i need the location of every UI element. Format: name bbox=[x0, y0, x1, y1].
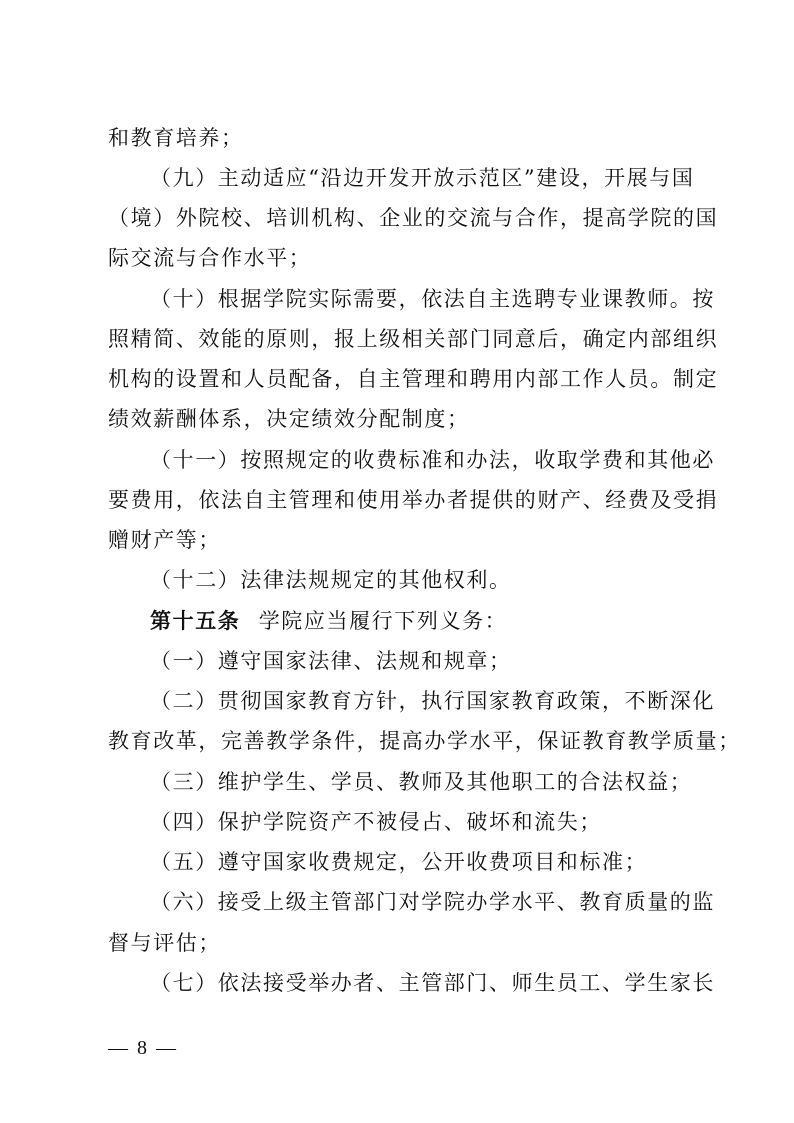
article-heading: 第十五条 bbox=[150, 608, 241, 633]
text-line-15: （二）贯彻国家教育方针，执行国家教育政策，不断深化 bbox=[150, 689, 715, 713]
text-line-17: （三）维护学生、学员、教师及其他职工的合法权益； bbox=[150, 770, 693, 794]
text-line-1: 和教育培养； bbox=[108, 126, 244, 150]
text-line-18: （四）保护学院资产不被侵占、破坏和流失； bbox=[150, 810, 602, 834]
text-line-6: 照精简、效能的原则，报上级相关部门同意后，确定内部组织 bbox=[108, 327, 719, 351]
text-line-12: （十二）法律法规规定的其他权利。 bbox=[150, 568, 512, 592]
text-line-22: （七）依法接受举办者、主管部门、师生员工、学生家长 bbox=[150, 971, 715, 995]
text-line-14: （一）遵守国家法律、法规和规章； bbox=[150, 649, 512, 673]
text-line-8: 绩效薪酬体系，决定绩效分配制度； bbox=[108, 407, 470, 431]
text-line-19: （五）遵守国家收费规定，公开收费项目和标准； bbox=[150, 850, 648, 874]
text-line-20: （六）接受上级主管部门对学院办学水平、教育质量的监 bbox=[150, 890, 715, 914]
text-line-9: （十一）按照规定的收费标准和办法，收取学费和其他必 bbox=[150, 448, 715, 472]
text-line-3: （境）外院校、培训机构、企业的交流与合作，提高学院的国 bbox=[108, 206, 719, 230]
text-line-4: 际交流与合作水平； bbox=[108, 246, 312, 270]
text-line-5: （十）根据学院实际需要，依法自主选聘专业课教师。按 bbox=[150, 287, 715, 311]
text-line-21: 督与评估； bbox=[108, 931, 221, 955]
article-text: 学院应当履行下列义务： bbox=[258, 609, 508, 633]
text-line-10: 要费用，依法自主管理和使用举办者提供的财产、经费及受捐 bbox=[108, 488, 719, 512]
text-line-11: 赠财产等； bbox=[108, 528, 221, 552]
article-line bbox=[150, 601, 730, 641]
page-number: — 8 — bbox=[108, 1037, 178, 1059]
text-line-2: （九）主动适应“沿边开发开放示范区”建设，开展与国 bbox=[150, 166, 695, 190]
text-line-16: 教育改革，完善教学条件，提高办学水平，保证教育教学质量； bbox=[108, 729, 741, 753]
text-line-7: 机构的设置和人员配备，自主管理和聘用内部工作人员。制定 bbox=[108, 367, 719, 391]
